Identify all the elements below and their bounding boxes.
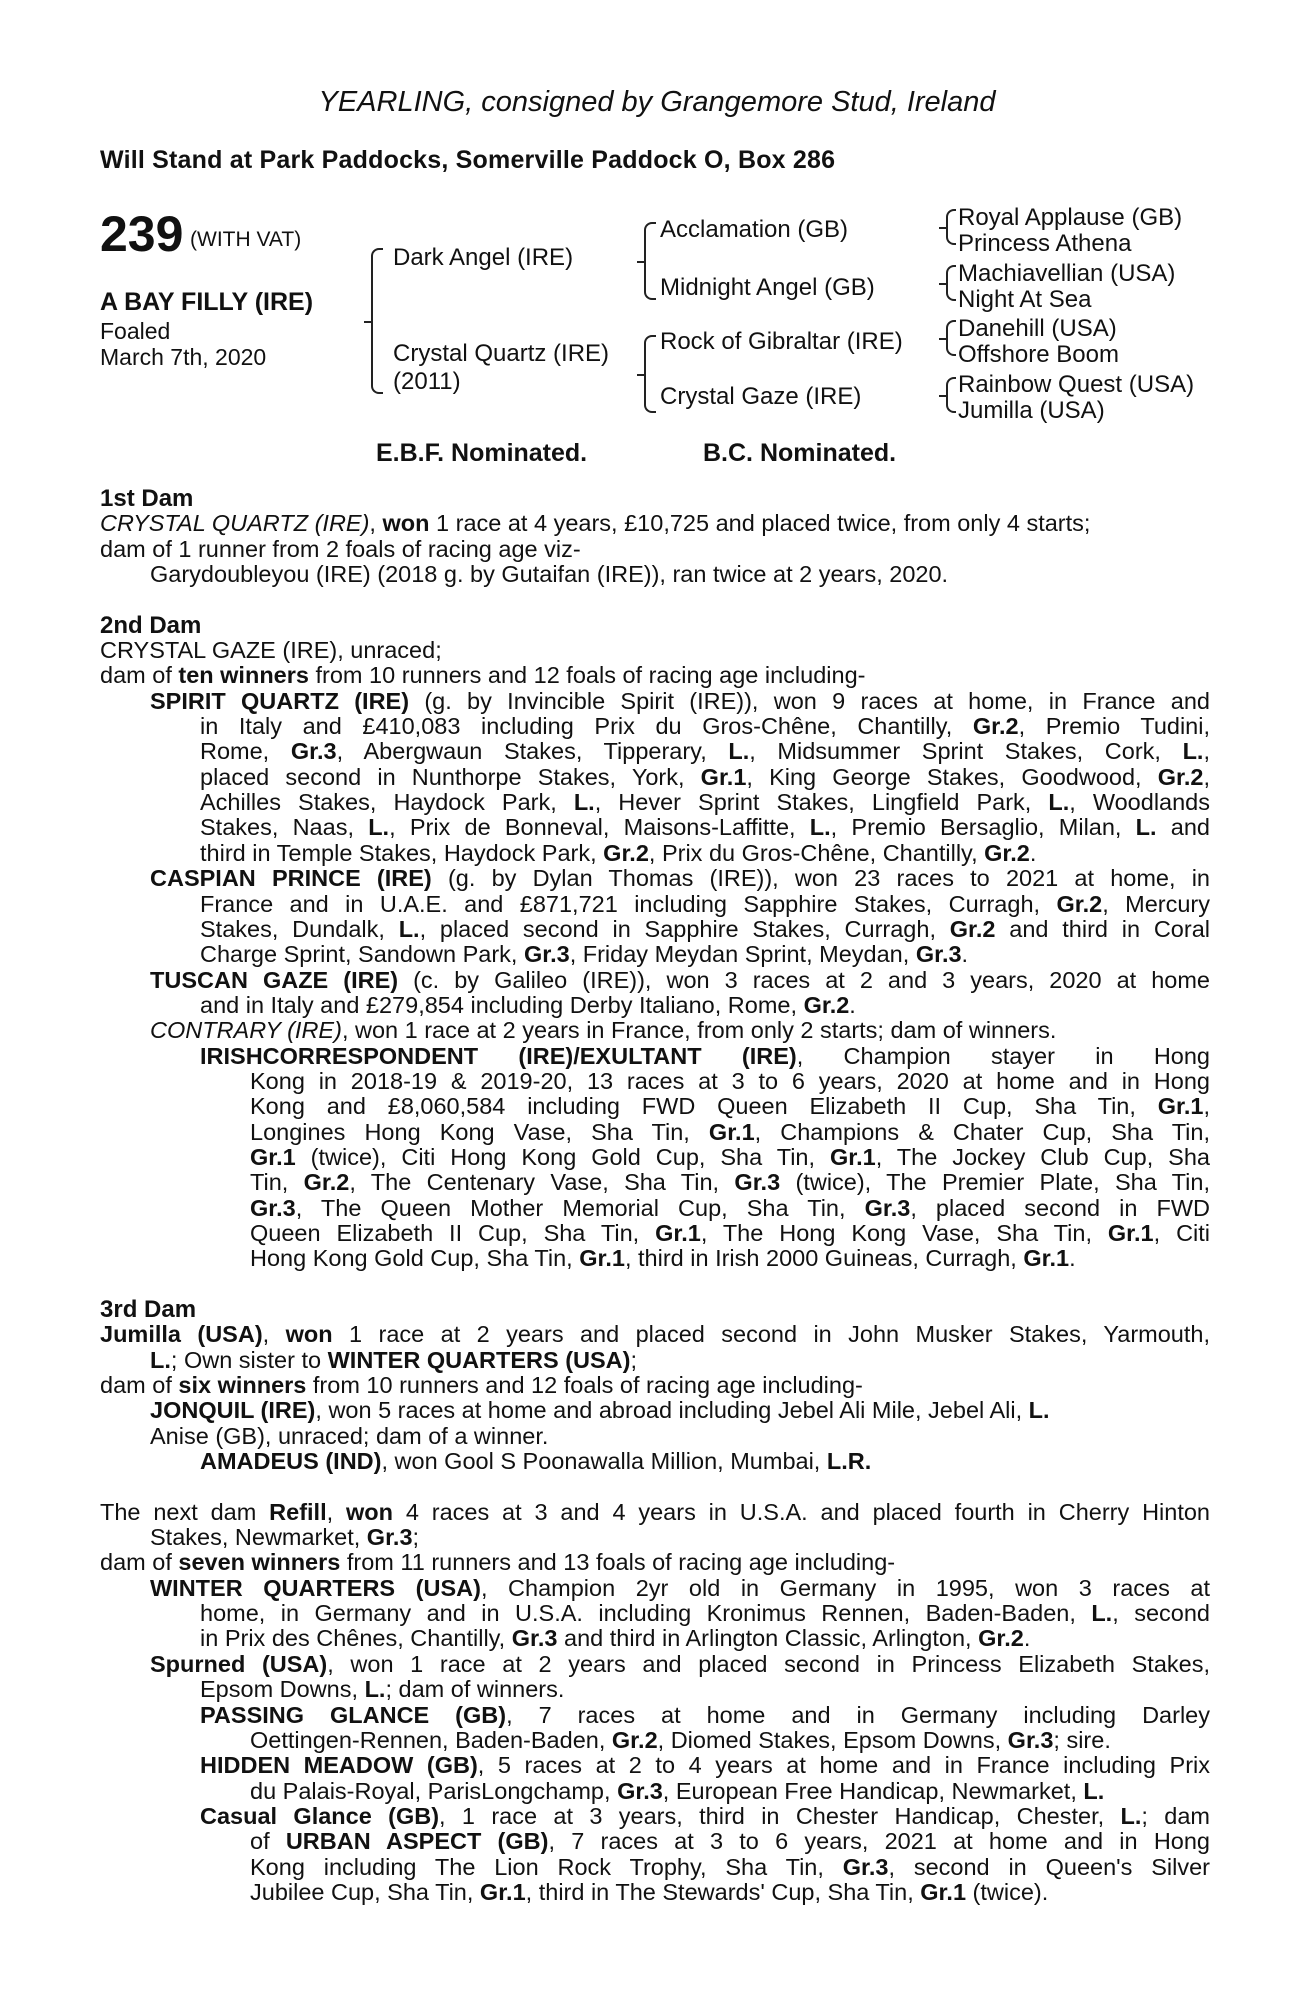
- text-line: Stakes, Naas, L., Prix de Bonneval, Maisons-Laffitte, L., Premio Bersaglio, Milan, L. and: [200, 814, 1210, 841]
- lot-name: A BAY FILLY (IRE): [100, 288, 314, 316]
- text-line: Jumilla (USA), won 1 race at 2 years and placed second in John Musker Stakes, Yarmouth,: [100, 1321, 1211, 1348]
- text-line: dam of ten winners from 10 runners and 12 foals of racing age including-: [100, 662, 866, 689]
- pedigree-sds: Machiavellian (USA): [958, 260, 1176, 287]
- text-line: Garydoubleyou (IRE) (2018 g. by Gutaifan (IRE)), ran twice at 2 years, 2020.: [150, 561, 949, 588]
- text-line: Longines Hong Kong Vase, Sha Tin, Gr.1, Champions & Chater Cup, Sha Tin,: [250, 1118, 1211, 1145]
- text-line: in Prix des Chênes, Chantilly, Gr.3 and third in Arlington Classic, Arlington, Gr.2.: [200, 1625, 1031, 1652]
- text-line: Jubilee Cup, Sha Tin, Gr.1, third in The Stewards' Cup, Sha Tin, Gr.1 (twice).: [250, 1878, 1049, 1905]
- pedigree-sdd: Night At Sea: [958, 286, 1092, 313]
- pedigree-ssd: Princess Athena: [958, 230, 1132, 257]
- section-heading-3rd-dam: 3rd Dam: [100, 1296, 197, 1323]
- text-line: PASSING GLANCE (GB), 7 races at home and in Germany including Darley: [200, 1701, 1210, 1728]
- text-line: home, in Germany and in U.S.A. including Kronimus Rennen, Baden-Baden, L., second: [200, 1600, 1210, 1627]
- pedigree-sire-dam: Midnight Angel (GB): [660, 274, 875, 301]
- text-line: Stakes, Dundalk, L., placed second in Sapphire Stakes, Curragh, Gr.2 and third in Coral: [200, 915, 1210, 942]
- text-line: dam of six winners from 10 runners and 12 foals of racing age including-: [100, 1372, 863, 1399]
- pedigree-dds: Rainbow Quest (USA): [958, 371, 1195, 398]
- text-line: Epsom Downs, L.; dam of winners.: [200, 1676, 565, 1703]
- text-line: Gr.3, The Queen Mother Memorial Cup, Sha Tin, Gr.3, placed second in FWD: [250, 1194, 1210, 1221]
- pedigree-brace-dam: [644, 335, 656, 413]
- pedigree-brace-dd: [946, 377, 956, 413]
- pedigree-dsd: Offshore Boom: [958, 341, 1119, 368]
- text-line: in Italy and £410,083 including Prix du Gros-Chêne, Chantilly, Gr.2, Premio Tudini,: [200, 713, 1211, 740]
- pedigree-dam: Crystal Quartz (IRE): [393, 340, 610, 367]
- pedigree-ddd: Jumilla (USA): [958, 397, 1105, 424]
- text-line: AMADEUS (IND), won Gool S Poonawalla Million, Mumbai, L.R.: [200, 1448, 872, 1475]
- text-line: Oettingen-Rennen, Baden-Baden, Gr.2, Diomed Stakes, Epsom Downs, Gr.3; sire.: [250, 1726, 1111, 1753]
- text-line: Gr.1 (twice), Citi Hong Kong Gold Cup, Sha Tin, Gr.1, The Jockey Club Cup, Sha: [250, 1143, 1210, 1170]
- text-line: TUSCAN GAZE (IRE) (c. by Galileo (IRE)), won 3 races at 2 and 3 years, 2020 at home: [150, 966, 1211, 993]
- text-line: L.; Own sister to WINTER QUARTERS (USA);: [150, 1346, 638, 1373]
- text-line: SPIRIT QUARTZ (IRE) (g. by Invincible Spirit (IRE)), won 9 races at home, in France and: [150, 687, 1210, 714]
- pedigree-brace-sd: [946, 265, 956, 301]
- section-heading-1st-dam: 1st Dam: [100, 485, 194, 512]
- text-line: Kong including The Lion Rock Trophy, Sha Tin, Gr.3, second in Queen's Silver: [250, 1853, 1210, 1880]
- text-line: du Palais-Royal, ParisLongchamp, Gr.3, European Free Handicap, Newmarket, L.: [250, 1777, 1105, 1804]
- text-line: JONQUIL (IRE), won 5 races at home and abroad including Jebel Ali Mile, Jebel Ali, L.: [150, 1397, 1050, 1424]
- text-line: HIDDEN MEADOW (GB), 5 races at 2 to 4 years at home and in France including Prix: [200, 1752, 1210, 1779]
- consignment-heading: YEARLING, consigned by Grangemore Stud, Ireland: [318, 86, 996, 118]
- pedigree-brace-ds: [946, 320, 956, 356]
- catalogue-text: [100, 486, 1210, 1905]
- pedigree-sire: Dark Angel (IRE): [393, 244, 574, 271]
- ebf-nomination: E.B.F. Nominated.: [376, 439, 588, 467]
- text-line: and in Italy and £279,854 including Derby Italiano, Rome, Gr.2.: [200, 991, 856, 1018]
- text-line: Achilles Stakes, Haydock Park, L., Hever Sprint Stakes, Lingfield Park, L., Woodlands: [200, 789, 1211, 816]
- bc-nomination: B.C. Nominated.: [703, 439, 897, 467]
- text-line: Stakes, Newmarket, Gr.3;: [150, 1524, 420, 1551]
- text-line: CONTRARY (IRE), won 1 race at 2 years in France, from only 2 starts; dam of winners.: [150, 1017, 1057, 1044]
- text-line: Hong Kong Gold Cup, Sha Tin, Gr.1, third in Irish 2000 Guineas, Curragh, Gr.1.: [250, 1245, 1076, 1272]
- pedigree-dss: Danehill (USA): [958, 315, 1117, 342]
- text-line: Kong and £8,060,584 including FWD Queen Elizabeth II Cup, Sha Tin, Gr.1,: [250, 1093, 1210, 1120]
- text-line: Charge Sprint, Sandown Park, Gr.3, Friday Meydan Sprint, Meydan, Gr.3.: [200, 941, 969, 968]
- lot-number: 239: [100, 206, 184, 262]
- text-line: Spurned (USA), won 1 race at 2 years and placed second in Princess Elizabeth Stakes,: [150, 1650, 1210, 1677]
- pedigree-brace-sire: [644, 222, 656, 300]
- text-line: third in Temple Stakes, Haydock Park, Gr.2, Prix du Gros-Chêne, Chantilly, Gr.2.: [200, 839, 1037, 866]
- text-line: France and in U.A.E. and £871,721 including Sapphire Stakes, Curragh, Gr.2, Mercury: [200, 890, 1210, 917]
- foaled-date: March 7th, 2020: [100, 344, 267, 370]
- text-line: Tin, Gr.2, The Centenary Vase, Sha Tin, Gr.3 (twice), The Premier Plate, Sha Tin,: [250, 1169, 1210, 1196]
- pedigree-brace-ss: [946, 209, 956, 245]
- section-heading-2nd-dam: 2nd Dam: [100, 611, 202, 639]
- text-line: dam of seven winners from 11 runners and 13 foals of racing age including-: [100, 1549, 896, 1576]
- text-line: Casual Glance (GB), 1 race at 3 years, third in Chester Handicap, Chester, L.; dam: [200, 1802, 1211, 1829]
- pedigree-sire-sire: Acclamation (GB): [660, 216, 849, 243]
- foaled-label: Foaled: [100, 318, 171, 344]
- text-line: of URBAN ASPECT (GB), 7 races at 3 to 6 years, 2021 at home and in Hong: [250, 1828, 1210, 1855]
- text-line: Kong in 2018-19 & 2019-20, 13 races at 3 to 6 years, 2020 at home and in Hong: [250, 1067, 1210, 1094]
- text-line: placed second in Nunthorpe Stakes, York, Gr.1, King George Stakes, Goodwood, Gr.2,: [200, 763, 1210, 790]
- pedigree-sss: Royal Applause (GB): [958, 204, 1183, 231]
- text-line: WINTER QUARTERS (USA), Champion 2yr old in Germany in 1995, won 3 races at: [150, 1574, 1210, 1601]
- pedigree-dam-dam: Crystal Gaze (IRE): [660, 383, 862, 410]
- pedigree-brace-gen1: [371, 248, 383, 394]
- pedigree-dam-year: (2011): [393, 368, 461, 395]
- text-line: dam of 1 runner from 2 foals of racing age viz-: [100, 535, 581, 562]
- pedigree-dam-sire: Rock of Gibraltar (IRE): [660, 328, 903, 355]
- vat-label: (WITH VAT): [190, 228, 302, 251]
- text-line: CRYSTAL QUARTZ (IRE), won 1 race at 4 years, £10,725 and placed twice, from only 4 starts;: [100, 510, 1091, 537]
- text-line: Anise (GB), unraced; dam of a winner.: [150, 1422, 549, 1449]
- text-line: CASPIAN PRINCE (IRE) (g. by Dylan Thomas (IRE)), won 23 races to 2021 at home, in: [150, 865, 1210, 892]
- text-line: Rome, Gr.3, Abergwaun Stakes, Tipperary, L., Midsummer Sprint Stakes, Cork, L.,: [200, 738, 1210, 765]
- text-line: Queen Elizabeth II Cup, Sha Tin, Gr.1, The Hong Kong Vase, Sha Tin, Gr.1, Citi: [250, 1219, 1211, 1246]
- stand-location: Will Stand at Park Paddocks, Somerville Paddock O, Box 286: [100, 146, 836, 174]
- text-line: The next dam Refill, won 4 races at 3 and 4 years in U.S.A. and placed fourth in Cherry Hinton: [100, 1498, 1210, 1525]
- text-line: CRYSTAL GAZE (IRE), unraced;: [100, 637, 442, 664]
- text-line: IRISHCORRESPONDENT (IRE)/EXULTANT (IRE), Champion stayer in Hong: [200, 1042, 1210, 1069]
